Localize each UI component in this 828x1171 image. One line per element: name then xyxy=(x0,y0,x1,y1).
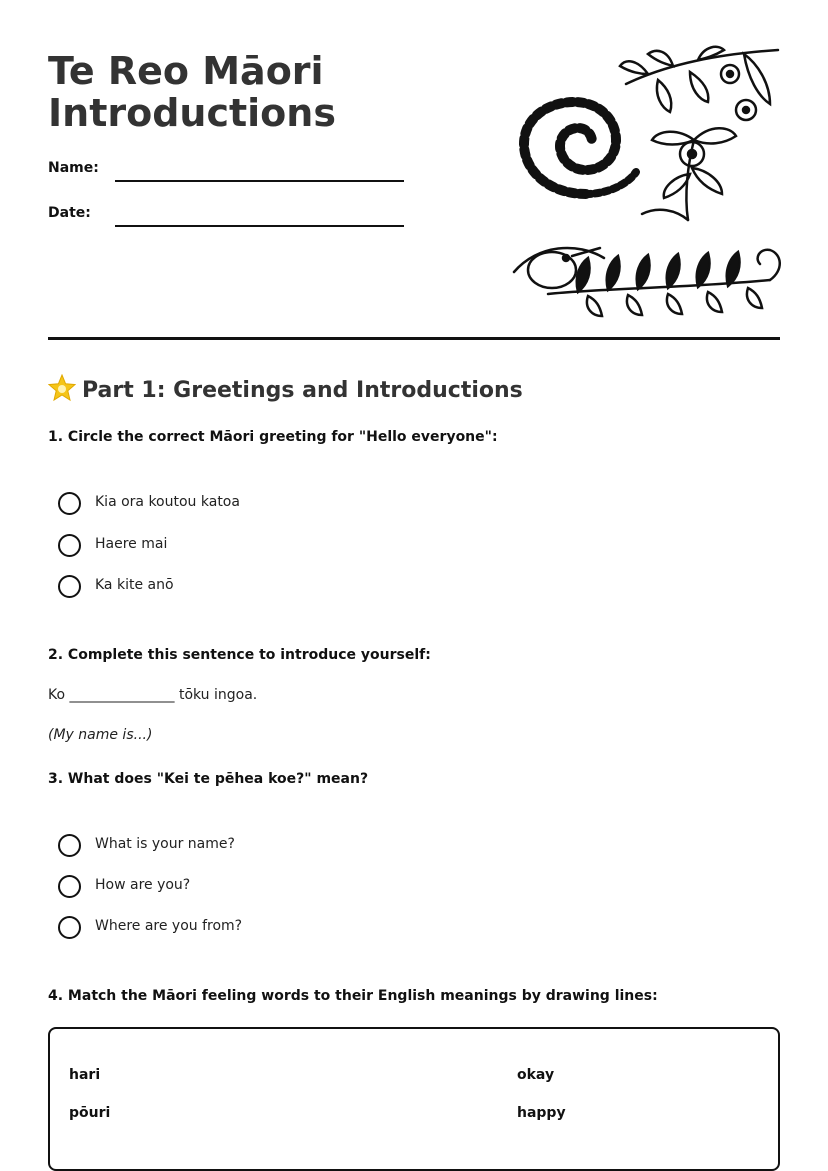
question-4-prompt: 4. Match the Māori feeling words to their English meanings by drawing lines: xyxy=(48,988,658,1004)
question-2-prompt: 2. Complete this sentence to introduce yourself: xyxy=(48,647,431,663)
option-label: Kia ora koutou katoa xyxy=(95,494,240,510)
question-1-prompt: 1. Circle the correct Māori greeting for "Hello everyone": xyxy=(48,429,498,445)
koru-flowers-illustration-icon xyxy=(508,44,784,320)
matching-box xyxy=(48,1027,780,1171)
option-label: Haere mai xyxy=(95,536,168,552)
radio-circle-icon[interactable] xyxy=(58,492,81,515)
worksheet-page xyxy=(48,0,780,1121)
radio-circle-icon[interactable] xyxy=(58,834,81,857)
radio-circle-icon[interactable] xyxy=(58,916,81,939)
name-label: Name: xyxy=(48,160,99,176)
option-label: How are you? xyxy=(95,877,191,893)
title-line-2: Introductions xyxy=(48,91,336,135)
q2-hint: (My name is...) xyxy=(48,727,153,743)
q2-sentence-blank[interactable]: Ko _______________ tōku ingoa. xyxy=(48,687,258,703)
option-label: Ka kite anō xyxy=(95,577,174,593)
date-field[interactable] xyxy=(115,225,404,227)
part1-title: Part 1: Greetings and Introductions xyxy=(82,378,523,403)
option-label: What is your name? xyxy=(95,836,235,852)
english-word-okay[interactable]: okay xyxy=(517,1067,555,1083)
question-3-prompt: 3. What does "Kei te pēhea koe?" mean? xyxy=(48,771,369,787)
radio-circle-icon[interactable] xyxy=(58,534,81,557)
english-word-happy[interactable]: happy xyxy=(517,1105,566,1121)
radio-circle-icon[interactable] xyxy=(58,875,81,898)
option-label: Where are you from? xyxy=(95,918,243,934)
worksheet-title xyxy=(48,50,336,134)
part1-heading xyxy=(48,374,523,406)
title-line-1: Te Reo Māori xyxy=(48,49,324,93)
maori-word-hari[interactable]: hari xyxy=(69,1067,101,1083)
date-label: Date: xyxy=(48,205,91,221)
header-divider xyxy=(48,337,780,340)
name-field[interactable] xyxy=(115,180,404,182)
star-icon xyxy=(48,374,76,402)
radio-circle-icon[interactable] xyxy=(58,575,81,598)
maori-word-pouri[interactable]: pōuri xyxy=(69,1105,111,1121)
